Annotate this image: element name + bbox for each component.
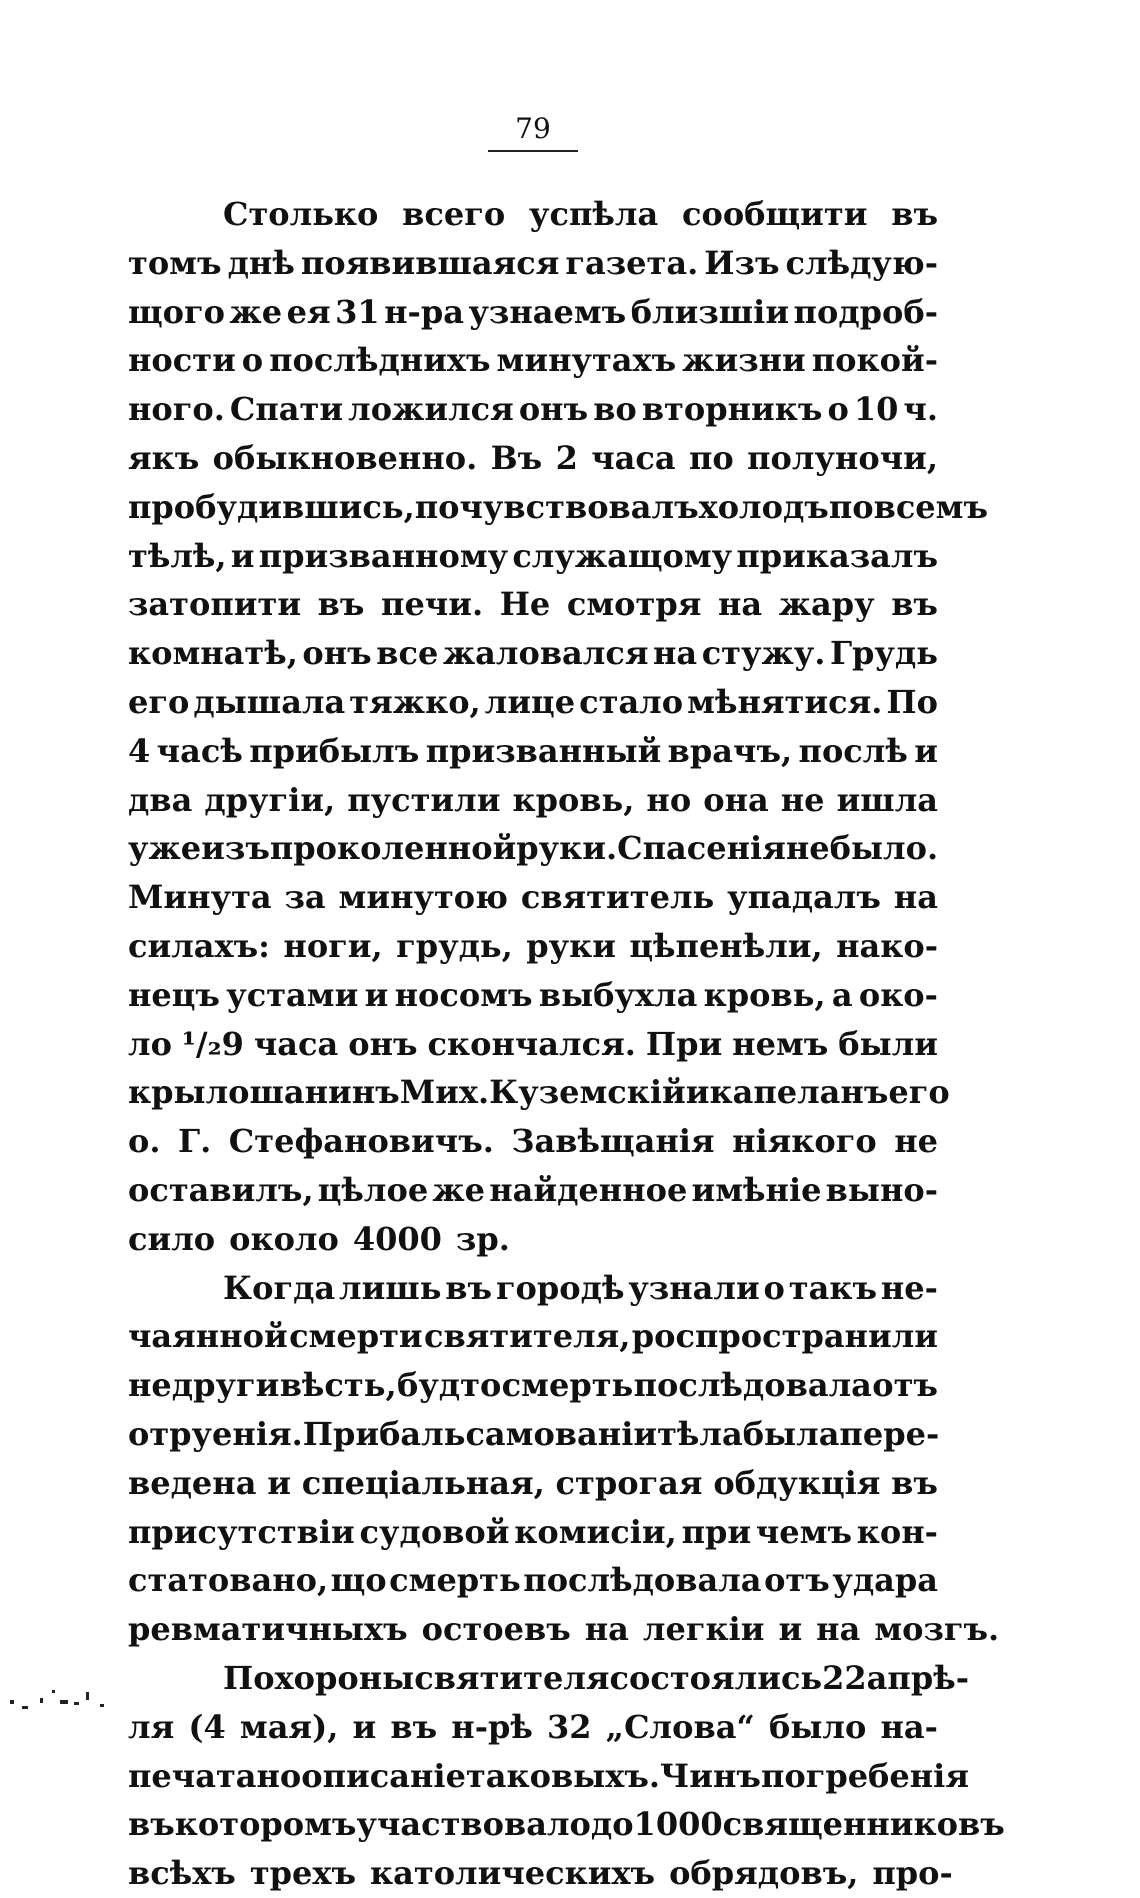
- text-line: нецъ устами и носомъ выбухла кровь, а око-: [128, 975, 938, 1014]
- text-line: Похороны святителя состоялись 22 апрѣ-: [223, 1658, 969, 1697]
- text-line: оставилъ, цѣлое же найденное имѣніе выно-: [128, 1170, 938, 1209]
- text-line: силахъ: ноги, грудь, руки цѣпенѣли, нако-: [128, 926, 938, 965]
- text-line: ного. Спати ложился онъ во вторникъ о 10 ч.: [128, 390, 938, 429]
- text-line: крылошанинъ Мих. Куземскій и капеланъ его: [128, 1073, 950, 1112]
- text-line: ревматичныхъ остоевъ на легкіи и на мозгъ.: [128, 1610, 1000, 1649]
- text-line: 4 часѣ прибылъ призванный врачъ, послѣ и: [128, 731, 938, 770]
- text-line: его дышала тяжко, лице стало мѣнятися. По: [128, 682, 938, 721]
- text-line: затопити въ печи. Не смотря на жару въ: [128, 585, 938, 624]
- text-line: ности о послѣднихъ минутахъ жизни покой-: [128, 341, 938, 380]
- text-line: Минута за минутою святитель упадалъ на: [128, 878, 938, 917]
- body-text: [128, 190, 1005, 1898]
- page-number-rule: [488, 150, 578, 152]
- paragraph: [128, 190, 988, 1264]
- scan-speck: [74, 1702, 79, 1705]
- scan-speck: [22, 1706, 28, 1709]
- text-line: щого же ея 31 н-ра узнаемъ близшіи подроб-: [128, 292, 938, 331]
- text-line: въ которомъ участвовало до 1000 священниковъ: [128, 1805, 1005, 1844]
- scan-speck: [40, 1698, 43, 1703]
- text-line: чаянной смерти святителя, роспространили: [128, 1317, 938, 1356]
- text-line: статовано, що смерть послѣдовала отъ удара: [128, 1561, 938, 1600]
- text-line: пробудившись, почувствовалъ холодъ по всемъ: [128, 487, 988, 526]
- paragraph: [128, 1654, 1005, 1898]
- text-line: сило около 4000 зр.: [128, 1219, 510, 1258]
- text-line: печатано описаніе таковыхъ. Чинъ погребенія: [128, 1756, 969, 1795]
- text-line: отруенія. При бальсамованіи тѣла была пере-: [128, 1414, 940, 1453]
- text-line: о. Г. Стефановичъ. Завѣщанія ніякого не: [128, 1122, 938, 1161]
- scan-speck: [10, 1700, 14, 1704]
- text-line: уже изъ проколенной руки. Спасенія не было.: [128, 829, 939, 868]
- text-line: комнатѣ, онъ все жаловался на стужу. Грудь: [128, 634, 938, 673]
- text-line: ля (4 мая), и въ н-рѣ 32 „Слова“ было на-: [128, 1707, 938, 1746]
- scan-speck: [86, 1692, 89, 1700]
- text-line: Столько всего успѣла сообщити въ: [223, 195, 938, 233]
- text-line: два другіи, пустили кровь, но она не ишла: [128, 780, 938, 819]
- text-line: ло ¹/₂9 часа онъ скончался. При немъ были: [128, 1024, 938, 1063]
- text-line: якъ обыкновенно. Въ 2 часа по полуночи,: [128, 438, 938, 477]
- text-line: присутствіи судовой комисіи, при чемъ кон-: [128, 1512, 938, 1551]
- text-line: ведена и спеціальная, строгая обдукція въ: [128, 1463, 938, 1502]
- text-line: тѣлѣ, и призванному служащому приказалъ: [128, 536, 938, 575]
- text-line: томъ днѣ появившаяся газета. Изъ слѣдую-: [128, 243, 938, 282]
- text-line: Когда лишь въ городѣ узнали о такъ не-: [223, 1268, 938, 1307]
- scan-speck: [60, 1700, 68, 1704]
- paragraph: [128, 1264, 1000, 1654]
- page-number: 79: [515, 112, 551, 145]
- scan-speck: [52, 1690, 55, 1693]
- text-line: всѣхъ трехъ католическихъ обрядовъ, про-: [128, 1854, 953, 1893]
- text-line: недруги вѣсть, будто смерть послѣдовала отъ: [128, 1366, 938, 1405]
- scan-speck: [100, 1704, 104, 1707]
